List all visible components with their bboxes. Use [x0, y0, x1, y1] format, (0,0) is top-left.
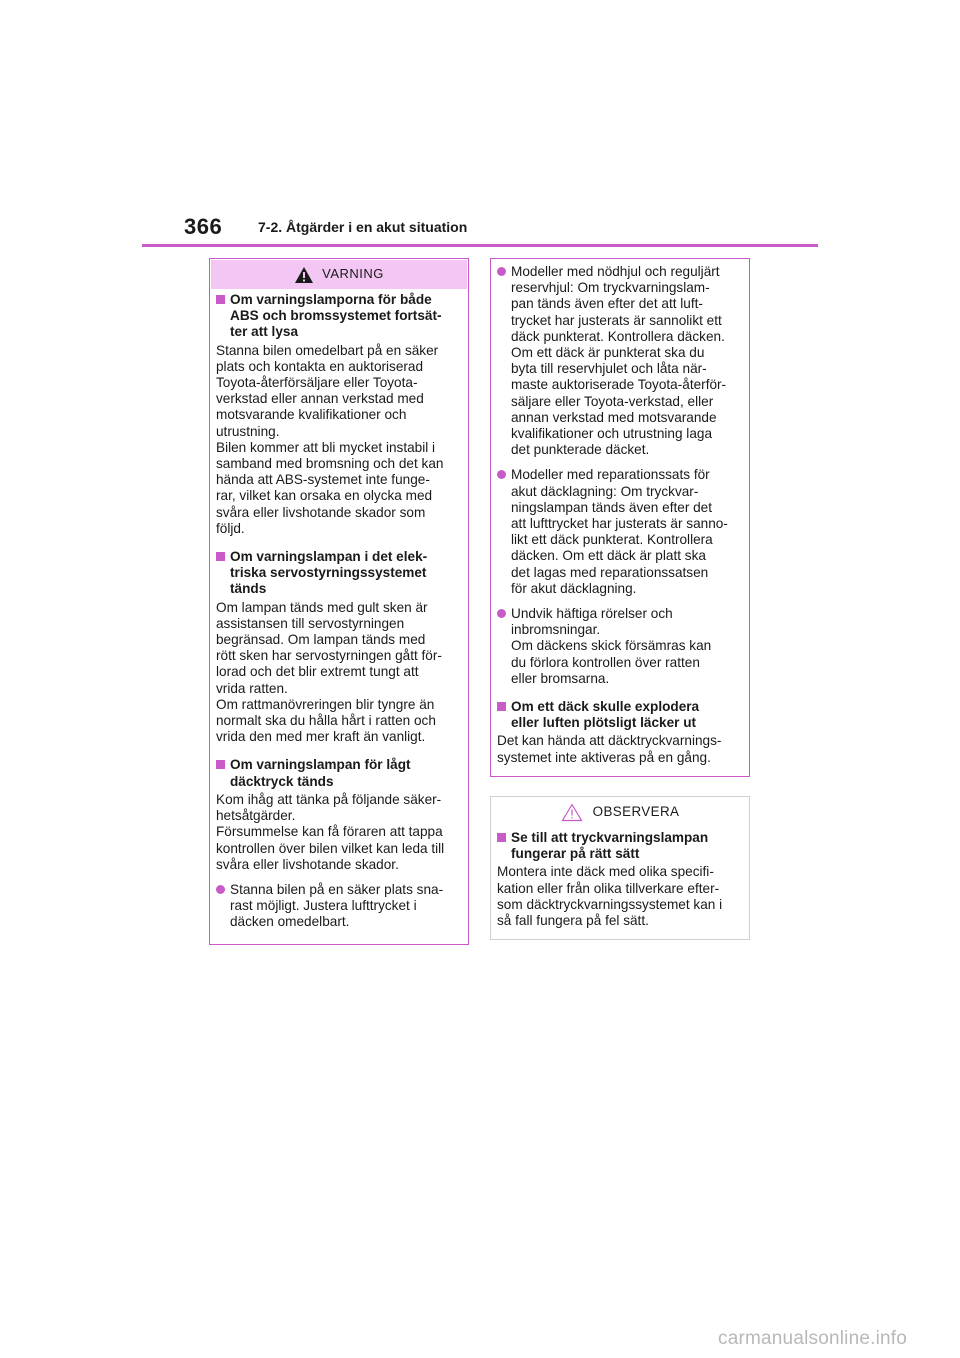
warning-subheading-text: Om varningslamporna för både ABS och bromssystemet fortsät- ter att lysa — [230, 292, 442, 340]
warning-box-left — [209, 258, 469, 945]
notice-paragraph: Montera inte däck med olika specifi- kation eller från olika tillverkare efter- som däcktryckvarningssystemet kan i så fall fungera på fel sätt. — [497, 864, 723, 929]
warning-paragraph: Stanna bilen omedelbart på en säker plats och kontakta en auktoriserad Toyota-återförsäljare eller Toyota- verkstad eller annan verkstad med motsvarande kvalifikationer och utrustning. Bilen kommer att bli mycket instabil i samband med bromsning och det kan hända att ABS-systemet inte funge- rar, vilket kan orsaka en olycka med svåra eller livshotande skador som följd. — [216, 342, 444, 536]
notice-label: OBSERVERA — [592, 803, 680, 819]
notice-header — [492, 798, 748, 826]
list-item-text: Modeller med nödhjul och reguljärt reservhjul: Om tryckvarningslam- pan tänds även efter det att luft- trycket har justerats är sannolikt ett däck punkterat. Kontrollera däcken. Om ett däck är punkterat ska du byta till reservhjulet och låta när- maste auktoriserade Toyota-återför- säljare eller Toyota-verkstad, eller annan verkstad med motsvarande kvalifikationer och utrustning laga det punkterade däcket. — [511, 264, 727, 458]
warning-paragraph: Kom ihåg att tänka på följande säker- hetsåtgärder. Försummelse kan få föraren att tappa kontrollen över bilen vilket kan leda till svåra eller livshotande skador. — [216, 791, 445, 872]
list-item-text: Modeller med reparationssats för akut däcklagning: Om tryckvar- ningslampan tänds även efter det att lufttrycket har justerats är sanno- likt ett däck punkterat. Kontrollera däcken. Om ett däck är platt ska det lagas med reparationssatsen för akut däcklagning. — [511, 467, 728, 596]
warning-subheading-text: Om ett däck skulle explodera eller luften plötsligt läcker ut — [511, 699, 700, 731]
section-title: 7-2. Åtgärder i en akut situation — [258, 219, 468, 235]
square-bullet-icon — [497, 702, 506, 711]
warning-box-right — [490, 258, 750, 777]
warning-subheading — [497, 699, 741, 731]
round-bullet-icon — [216, 885, 225, 894]
warning-subheading-text: Om varningslampan i det elek- triska servostyrningssystemet tänds — [230, 549, 428, 597]
warning-subheading — [216, 757, 460, 789]
round-bullet-icon — [497, 609, 506, 618]
list-item — [497, 606, 741, 687]
round-bullet-icon — [497, 470, 506, 479]
warning-header — [211, 260, 467, 289]
list-item-text: Undvik häftiga rörelser och inbromsningar. Om däckens skick försämras kan du förlora kontrollen över ratten eller bromsarna. — [511, 606, 712, 686]
list-item — [497, 467, 741, 597]
warning-label: VARNING — [322, 266, 384, 282]
notice-subheading — [497, 830, 741, 862]
warning-subheading-text: Om varningslampan för lågt däcktryck tänds — [230, 757, 411, 789]
round-bullet-icon — [497, 267, 506, 276]
header-divider — [142, 244, 818, 247]
square-bullet-icon — [497, 833, 506, 842]
notice-subheading-text: Se till att tryckvarningslampan fungerar på rätt sätt — [511, 830, 709, 862]
warning-paragraph: Det kan hända att däcktryckvarnings- systemet inte aktiveras på en gång. — [497, 733, 722, 765]
square-bullet-icon — [216, 552, 225, 561]
square-bullet-icon — [216, 295, 225, 304]
notice-box — [490, 796, 750, 940]
warning-triangle-icon — [294, 266, 314, 284]
warning-subheading — [216, 292, 460, 341]
list-item — [216, 882, 460, 931]
square-bullet-icon — [216, 760, 225, 769]
list-item — [497, 264, 741, 458]
list-item-text: Stanna bilen på en säker plats sna- rast möjligt. Justera lufttrycket i däcken omedelbart. — [230, 881, 444, 930]
page-number: 366 — [184, 214, 223, 239]
warning-subheading — [216, 549, 460, 598]
warning-paragraph: Om lampan tänds med gult sken är assistansen till servostyrningen begränsad. Om lampan tänds med rött sken har servostyrningen gått för- lorad och det blir extremt tungt att vrida ratten. Om rattmanövreringen blir tyngre än normalt ska du hålla hårt i ratten och vrida den med mer kraft än vanligt. — [216, 599, 442, 745]
watermark: carmanualsonline.info — [718, 1328, 908, 1349]
caution-outline-icon — [561, 803, 583, 822]
